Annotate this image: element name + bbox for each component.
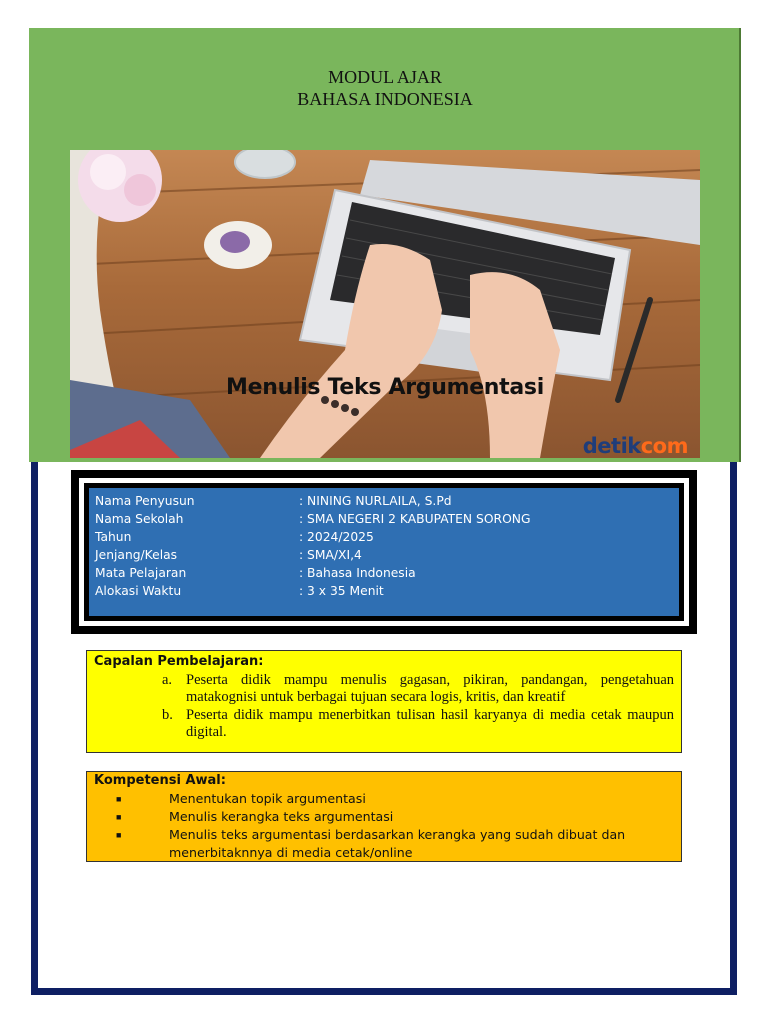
list-item-text: Menulis teks argumentasi berdasarkan kerangka yang sudah dibuat dan menerbitaknnya di media cetak/online — [169, 827, 626, 860]
identity-row-mapel — [95, 564, 675, 582]
identity-row-tahun — [95, 528, 675, 546]
capaian-pembelajaran-box — [86, 650, 682, 753]
identity-value: : NINING NURLAILA, S.Pd — [299, 494, 452, 508]
detikcom-logo — [583, 434, 688, 458]
identity-value: : 3 x 35 Menit — [299, 584, 384, 598]
identity-value: : 2024/2025 — [299, 530, 374, 544]
identity-label: Nama Sekolah — [95, 512, 184, 526]
logo-part-com: com — [640, 434, 688, 458]
list-item-text: Peserta didik mampu menerbitkan tulisan hasil karyanya di media cetak maupun digital. — [186, 707, 674, 740]
list-item — [94, 826, 674, 862]
identity-label: Mata Pelajaran — [95, 566, 187, 580]
identity-row-jenjang — [95, 546, 675, 564]
laptop-typing-illustration — [70, 150, 700, 458]
bullet-icon: ■ — [116, 794, 122, 804]
list-item-text: Peserta didik mampu menulis gagasan, pikiran, pandangan, pengetahuan matakognisi untuk berbagai tujuan secara logis, kritis, dan kreatif — [186, 672, 674, 705]
bullet-icon: ■ — [116, 830, 122, 840]
bullet-icon: ■ — [116, 812, 122, 822]
capaian-heading: Capalan Pembelajaran: — [94, 654, 264, 669]
cover-title-line2: BAHASA INDONESIA — [297, 89, 473, 109]
cover-image — [70, 150, 700, 458]
list-item — [94, 808, 674, 826]
kompetensi-list — [94, 790, 674, 862]
logo-part-detik: detik — [582, 434, 641, 458]
identity-label: Jenjang/Kelas — [95, 548, 178, 562]
identity-table — [89, 488, 679, 616]
list-item — [162, 707, 674, 741]
list-item — [162, 672, 674, 706]
identity-value: : Bahasa Indonesia — [299, 566, 416, 580]
identity-row-alokasi — [95, 582, 675, 600]
identity-row-penyusun — [95, 492, 675, 510]
list-item-text: Menentukan topik argumentasi — [169, 791, 366, 806]
identity-label: Alokasi Waktu — [95, 584, 182, 598]
list-marker: b. — [162, 707, 173, 723]
list-item-text: Menulis kerangka teks argumentasi — [169, 809, 394, 824]
kompetensi-awal-box — [86, 771, 682, 862]
list-marker: a. — [162, 672, 173, 688]
identity-row-sekolah — [95, 510, 675, 528]
kompetensi-heading: Kompetensi Awal: — [94, 773, 226, 788]
identity-value: : SMA/XI,4 — [299, 548, 362, 562]
identity-label: Tahun — [95, 530, 132, 544]
identity-table-frame — [71, 470, 697, 634]
identity-value: : SMA NEGERI 2 KABUPATEN SORONG — [299, 512, 531, 526]
cover-image-caption: Menulis Teks Argumentasi — [226, 375, 544, 400]
cover-title-line1: MODUL AJAR — [328, 67, 442, 87]
list-item — [94, 790, 674, 808]
identity-label: Nama Penyusun — [95, 494, 195, 508]
